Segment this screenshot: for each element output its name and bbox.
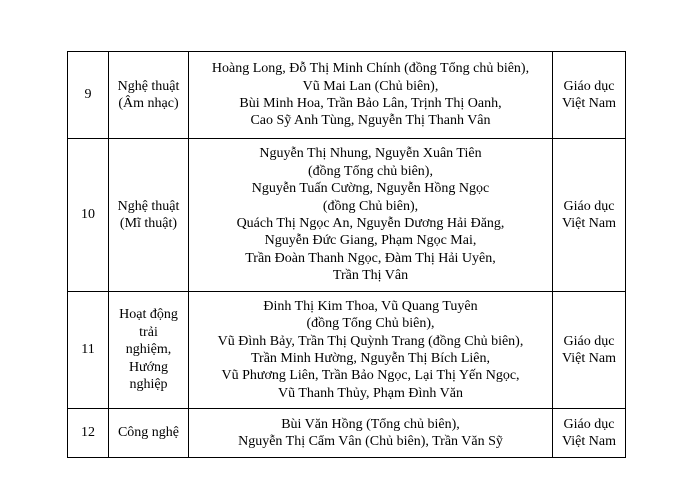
table-row (68, 409, 626, 458)
table-row (68, 139, 626, 292)
publisher-line: Việt Nam (562, 351, 616, 366)
subject-line: Hoạt động (119, 307, 178, 323)
subject-line: nghiệm, (125, 342, 172, 358)
subject-line: (Mĩ thuật) (119, 216, 178, 231)
subject-line: Nghệ thuật (117, 198, 180, 214)
row-number-cell: 10 (68, 139, 109, 292)
row-number-cell: 11 (68, 292, 109, 409)
subject-line: trải (139, 324, 158, 340)
publisher-cell (553, 292, 626, 409)
subject-cell (109, 292, 189, 409)
row-number-cell: 12 (68, 409, 109, 458)
author-line: Vũ Mai Lan (Chủ biên), (302, 78, 439, 94)
author-line: Bùi Văn Hồng (Tổng chủ biên), (281, 416, 460, 432)
authors-cell (189, 139, 553, 292)
row-number-cell: 9 (68, 52, 109, 139)
author-line: Bùi Minh Hoa, Trần Bảo Lân, Trịnh Thị Oanh, (239, 96, 502, 111)
author-line: Nguyễn Tuấn Cường, Nguyễn Hồng Ngọc (251, 181, 490, 197)
publisher-line: Việt Nam (562, 216, 616, 231)
subject-line: nghiệp (129, 377, 168, 393)
authors-cell (189, 52, 553, 139)
author-line: Vũ Thanh Thủy, Phạm Đình Văn (278, 385, 463, 401)
authors-cell (189, 409, 553, 458)
subject-cell (109, 409, 189, 458)
publisher-line: Giáo dục (563, 198, 615, 214)
author-line: (đồng Chủ biên), (322, 198, 419, 214)
authors-cell (189, 292, 553, 409)
publisher-cell (553, 409, 626, 458)
publisher-line: Giáo dục (563, 78, 615, 94)
textbook-table (67, 51, 626, 458)
subject-cell (109, 139, 189, 292)
publisher-line: Việt Nam (562, 96, 616, 111)
author-line: Đinh Thị Kim Thoa, Vũ Quang Tuyên (263, 298, 478, 314)
publisher-cell (553, 52, 626, 139)
author-line: Hoàng Long, Đỗ Thị Minh Chính (đồng Tổng chủ biên), (211, 61, 530, 77)
author-line: Nguyễn Đức Giang, Phạm Ngọc Mai, (264, 233, 477, 249)
author-line: Trần Đoàn Thanh Ngọc, Đàm Thị Hải Uyên, (245, 250, 496, 266)
subject-cell (109, 52, 189, 139)
table-row (68, 52, 626, 139)
author-line: Cao Sỹ Anh Tùng, Nguyễn Thị Thanh Vân (250, 113, 491, 129)
publisher-line: Giáo dục (563, 333, 615, 349)
author-line: (đồng Tổng Chủ biên), (306, 316, 435, 332)
author-line: Nguyễn Thị Cẩm Vân (Chủ biên), Trần Văn Sỹ (238, 434, 503, 449)
author-line: Quách Thị Ngọc An, Nguyễn Dương Hải Đăng, (236, 216, 505, 231)
table-row (68, 292, 626, 409)
subject-line: (Âm nhạc) (118, 96, 179, 111)
author-line: Trần Thị Vân (332, 268, 409, 284)
author-line: Trần Minh Hường, Nguyễn Thị Bích Liên, (251, 351, 490, 366)
author-line: (đồng Tổng chủ biên), (308, 163, 433, 179)
author-line: Vũ Phương Liên, Trần Bảo Ngọc, Lại Thị Yến Ngọc, (221, 368, 520, 384)
publisher-cell (553, 139, 626, 292)
subject-line: Hướng (128, 359, 169, 375)
publisher-line: Việt Nam (562, 434, 616, 449)
publisher-line: Giáo dục (563, 416, 615, 432)
author-line: Nguyễn Thị Nhung, Nguyễn Xuân Tiên (259, 146, 482, 162)
subject-line: Công nghệ (117, 425, 180, 441)
author-line: Vũ Đình Bảy, Trần Thị Quỳnh Trang (đồng Chủ biên), (217, 333, 524, 349)
subject-line: Nghệ thuật (117, 78, 180, 94)
